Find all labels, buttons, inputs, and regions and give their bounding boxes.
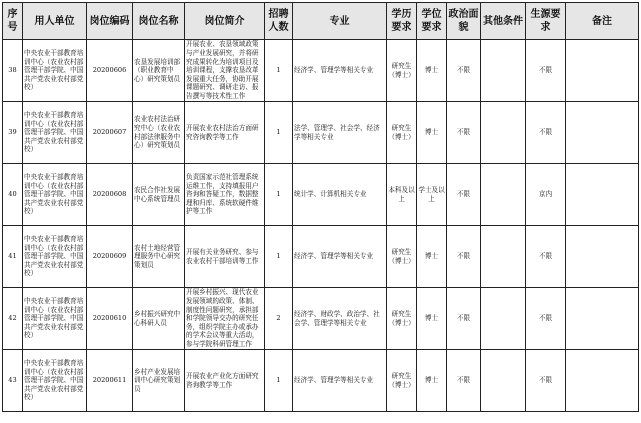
cell-political: 不限 xyxy=(447,226,481,288)
cell-note xyxy=(566,288,639,350)
cell-code: 20200608 xyxy=(87,164,133,226)
table-row xyxy=(3,40,639,102)
cell-major: 经济学、管理学等相关专业 xyxy=(293,40,387,102)
cell-origin: 不限 xyxy=(526,226,566,288)
col-header-origin: 生源要求 xyxy=(526,3,566,40)
cell-no: 39 xyxy=(3,102,23,164)
col-header-count: 招聘人数 xyxy=(265,3,293,40)
cell-degree: 博士 xyxy=(417,226,447,288)
cell-origin: 京内 xyxy=(526,164,566,226)
col-header-note: 备注 xyxy=(566,3,639,40)
cell-major: 统计学、计算机相关专业 xyxy=(293,164,387,226)
cell-intro: 开展有关业务研究、参与农业农村干部培训等工作 xyxy=(185,226,265,288)
cell-political: 不限 xyxy=(447,102,481,164)
cell-note xyxy=(566,350,639,412)
cell-other xyxy=(481,288,526,350)
cell-unit: 中央农业干部教育培训中心（农业农村部管理干部学院、中国共产党农业农村部党校） xyxy=(23,40,87,102)
cell-note xyxy=(566,164,639,226)
cell-degree: 学士及以上 xyxy=(417,164,447,226)
cell-intro: 开展农业农村法治方面研究咨询教学等工作 xyxy=(185,102,265,164)
cell-education: 研究生（博士） xyxy=(387,288,417,350)
cell-degree: 博士 xyxy=(417,350,447,412)
col-header-other: 其他条件 xyxy=(481,3,526,40)
col-header-code: 岗位编码 xyxy=(87,3,133,40)
cell-count: 2 xyxy=(265,288,293,350)
col-header-intro: 岗位简介 xyxy=(185,3,265,40)
cell-code: 20200610 xyxy=(87,288,133,350)
table-row xyxy=(3,226,639,288)
cell-major: 经济学、管理学等相关专业 xyxy=(293,350,387,412)
col-header-degree: 学位要求 xyxy=(417,3,447,40)
cell-count: 1 xyxy=(265,350,293,412)
cell-other xyxy=(481,350,526,412)
cell-code: 20200606 xyxy=(87,40,133,102)
cell-other xyxy=(481,226,526,288)
cell-political: 不限 xyxy=(447,40,481,102)
cell-other xyxy=(481,102,526,164)
cell-title: 农垦发展培训部（职业教育中心）研究策划员 xyxy=(133,40,185,102)
cell-count: 1 xyxy=(265,102,293,164)
cell-title: 乡村振兴研究中心科研人员 xyxy=(133,288,185,350)
cell-intro: 开展农业产业化方面研究咨询教学等工作 xyxy=(185,350,265,412)
cell-unit: 中央农业干部教育培训中心（农业农村部管理干部学院、中国共产党农业农村部党校） xyxy=(23,350,87,412)
col-header-no: 序号 xyxy=(3,3,23,40)
cell-education: 研究生（博士） xyxy=(387,102,417,164)
cell-education: 研究生（博士） xyxy=(387,226,417,288)
col-header-major: 专业 xyxy=(293,3,387,40)
cell-origin: 不限 xyxy=(526,288,566,350)
cell-degree: 博士 xyxy=(417,40,447,102)
cell-unit: 中央农业干部教育培训中心（农业农村部管理干部学院、中国共产党农业农村部党校） xyxy=(23,102,87,164)
recruitment-table xyxy=(2,2,639,412)
table-row xyxy=(3,164,639,226)
cell-title: 乡村产业发展培训中心研究策划员 xyxy=(133,350,185,412)
cell-degree: 博士 xyxy=(417,102,447,164)
cell-degree: 博士 xyxy=(417,288,447,350)
table-row xyxy=(3,288,639,350)
cell-count: 1 xyxy=(265,40,293,102)
cell-no: 41 xyxy=(3,226,23,288)
col-header-title: 岗位名称 xyxy=(133,3,185,40)
cell-note xyxy=(566,40,639,102)
table-row xyxy=(3,350,639,412)
cell-education: 研究生（博士） xyxy=(387,40,417,102)
cell-count: 1 xyxy=(265,226,293,288)
cell-political: 不限 xyxy=(447,164,481,226)
cell-no: 38 xyxy=(3,40,23,102)
header-row xyxy=(3,3,639,40)
cell-code: 20200607 xyxy=(87,102,133,164)
cell-code: 20200609 xyxy=(87,226,133,288)
cell-no: 40 xyxy=(3,164,23,226)
cell-code: 20200611 xyxy=(87,350,133,412)
cell-origin: 不限 xyxy=(526,102,566,164)
cell-note xyxy=(566,226,639,288)
col-header-unit: 用人单位 xyxy=(23,3,87,40)
cell-major: 经济学、财政学、政治学、社会学、管理学等相关专业 xyxy=(293,288,387,350)
cell-unit: 中央农业干部教育培训中心（农业农村部管理干部学院、中国共产党农业农村部党校） xyxy=(23,226,87,288)
cell-unit: 中央农业干部教育培训中心（农业农村部管理干部学院、中国共产党农业农村部党校） xyxy=(23,288,87,350)
col-header-education: 学历要求 xyxy=(387,3,417,40)
cell-origin: 不限 xyxy=(526,350,566,412)
cell-education: 本科及以上 xyxy=(387,164,417,226)
cell-other xyxy=(481,40,526,102)
cell-other xyxy=(481,164,526,226)
cell-intro: 开展农业、农垦领域政策与产业发展研究，并将研究成果转化为培训项目及培训课程，支撑农垦改革发展重大任务，协助开展课题研究、调研走访、报告撰写等技术性工作 xyxy=(185,40,265,102)
cell-unit: 中央农业干部教育培训中心（农业农村部管理干部学院、中国共产党农业农村部党校） xyxy=(23,164,87,226)
table-row xyxy=(3,102,639,164)
cell-title: 农业农村法治研究中心（农业农村部法律服务中心）研究策划员 xyxy=(133,102,185,164)
cell-education: 研究生（博士） xyxy=(387,350,417,412)
cell-count: 1 xyxy=(265,164,293,226)
cell-intro: 负责国家示范社管理系统运维工作，支持填报用户咨询和答疑工作，数据整理和归库、系统软硬件维护等工作 xyxy=(185,164,265,226)
cell-political: 不限 xyxy=(447,288,481,350)
cell-note xyxy=(566,102,639,164)
cell-title: 农民合作社发展中心系统管理员 xyxy=(133,164,185,226)
cell-major: 经济学、管理学等相关专业 xyxy=(293,226,387,288)
cell-intro: 开展乡村振兴、现代农业发展领域的政策、体制、制度性问题研究，承担部和学院领导交办的研究任务，组织学院主办或承办的学术会议等重大活动，参与学院科研管理工作 xyxy=(185,288,265,350)
cell-major: 法学、管理学、社会学、经济学等相关专业 xyxy=(293,102,387,164)
col-header-political: 政治面貌 xyxy=(447,3,481,40)
cell-no: 43 xyxy=(3,350,23,412)
cell-political: 不限 xyxy=(447,350,481,412)
cell-title: 农村土地经营管理服务中心研究策划员 xyxy=(133,226,185,288)
cell-origin: 不限 xyxy=(526,40,566,102)
cell-no: 42 xyxy=(3,288,23,350)
